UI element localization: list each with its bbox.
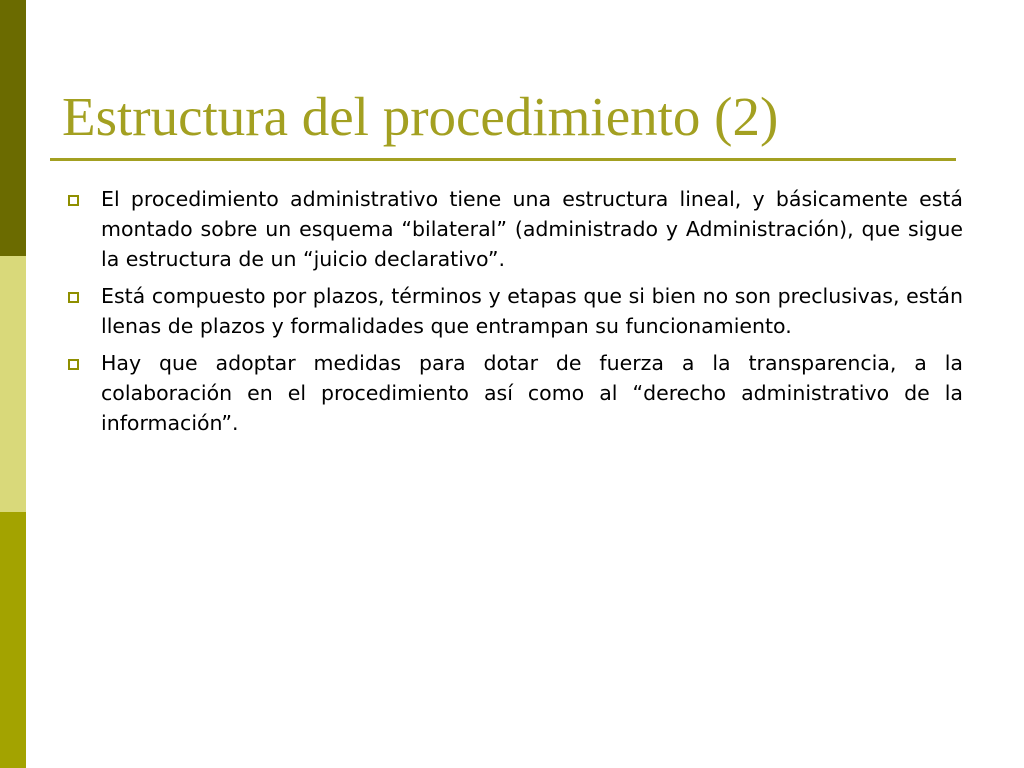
side-bar-top-segment (0, 0, 26, 256)
bullet-item (64, 348, 963, 438)
hollow-square-bullet-icon (68, 195, 79, 206)
bullet-text: Está compuesto por plazos, términos y etapas que si bien no son preclusivas, están llenas de plazos y formalidades que entrampan su funcionamiento. (101, 284, 963, 338)
bullet-item (64, 281, 963, 341)
side-bar-middle-segment (0, 256, 26, 512)
bullet-text: Hay que adoptar medidas para dotar de fuerza a la transparencia, a la colaboración en el procedimiento así como al “derecho administrativo de la información”. (101, 351, 963, 435)
side-bar-bottom-segment (0, 512, 26, 768)
bullet-item (64, 184, 963, 274)
slide-title: Estructura del procedimiento (2) (62, 86, 779, 147)
hollow-square-bullet-icon (68, 292, 79, 303)
bullet-text: El procedimiento administrativo tiene una estructura lineal, y básicamente está montado sobre un esquema “bilateral” (administrado y Administración), que sigue la estructura de un “juicio declarativo”. (101, 187, 963, 271)
hollow-square-bullet-icon (68, 359, 79, 370)
bullet-list (64, 184, 963, 445)
title-underline-rule (50, 158, 956, 161)
